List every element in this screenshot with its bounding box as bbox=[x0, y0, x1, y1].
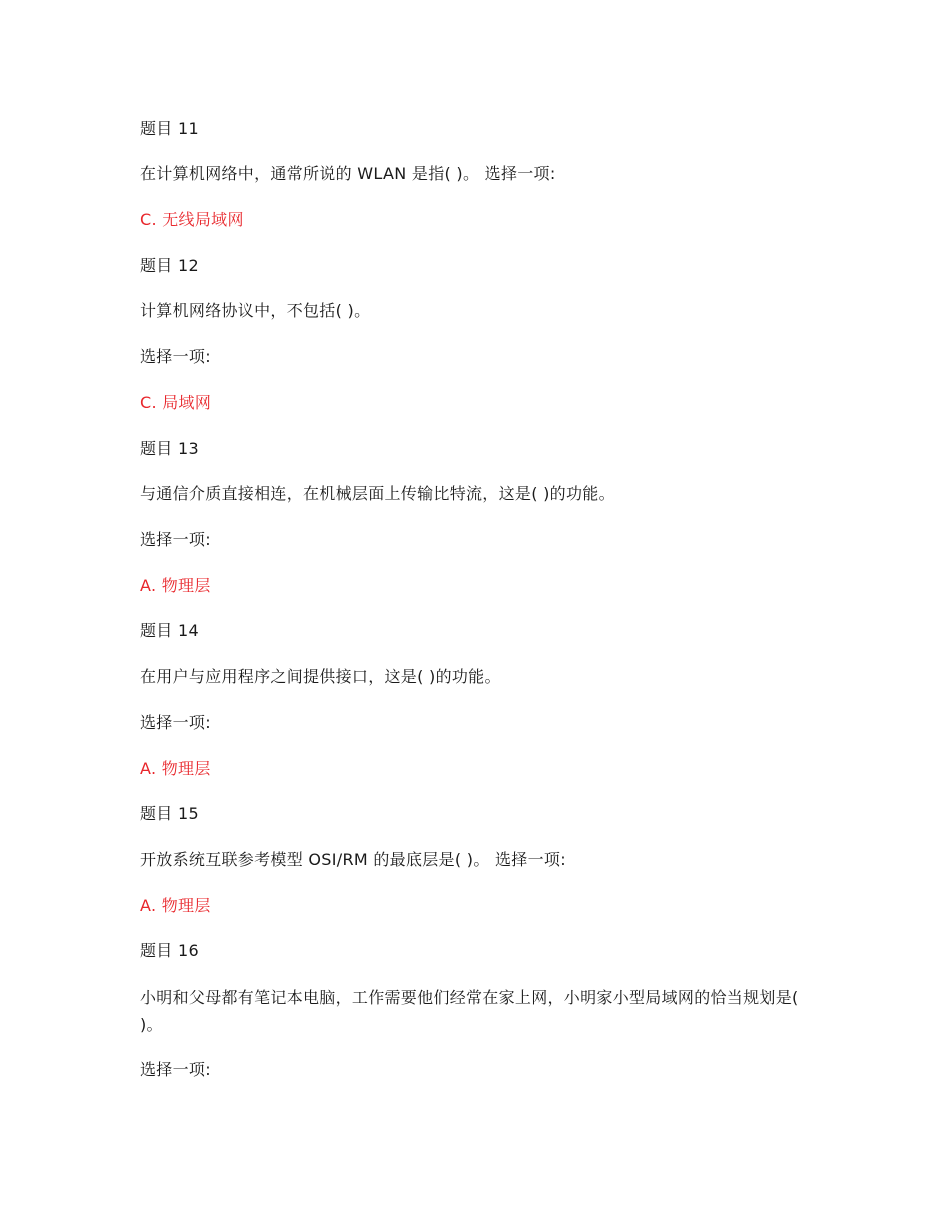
question-11-title: 题目 11 bbox=[140, 119, 199, 138]
question-13-prompt: 选择一项: bbox=[140, 530, 211, 549]
question-14-prompt: 选择一项: bbox=[140, 713, 211, 732]
question-11-answer: C. 无线局域网 bbox=[140, 210, 244, 229]
question-11-text: 在计算机网络中，通常所说的 WLAN 是指( )。 选择一项: bbox=[140, 164, 556, 183]
question-16-title: 题目 16 bbox=[140, 941, 199, 960]
question-12-text: 计算机网络协议中，不包括( )。 bbox=[140, 301, 371, 320]
question-13-title: 题目 13 bbox=[140, 439, 199, 458]
question-14-title: 题目 14 bbox=[140, 621, 199, 640]
question-16-prompt: 选择一项: bbox=[140, 1060, 211, 1079]
question-13-answer: A. 物理层 bbox=[140, 576, 211, 595]
question-14-text: 在用户与应用程序之间提供接口，这是( )的功能。 bbox=[140, 667, 501, 686]
question-15-title: 题目 15 bbox=[140, 804, 199, 823]
question-13-text: 与通信介质直接相连，在机械层面上传输比特流，这是( )的功能。 bbox=[140, 484, 615, 503]
question-15-text: 开放系统互联参考模型 OSI/RM 的最底层是( )。 选择一项: bbox=[140, 850, 566, 869]
question-12-answer: C. 局域网 bbox=[140, 393, 212, 412]
question-16-text: 小明和父母都有笔记本电脑，工作需要他们经常在家上网，小明家小型局域网的恰当规划是( )。 bbox=[140, 988, 799, 1034]
question-15-answer: A. 物理层 bbox=[140, 896, 211, 915]
question-12-prompt: 选择一项: bbox=[140, 347, 211, 366]
question-14-answer: A. 物理层 bbox=[140, 759, 211, 778]
question-12-title: 题目 12 bbox=[140, 256, 199, 275]
